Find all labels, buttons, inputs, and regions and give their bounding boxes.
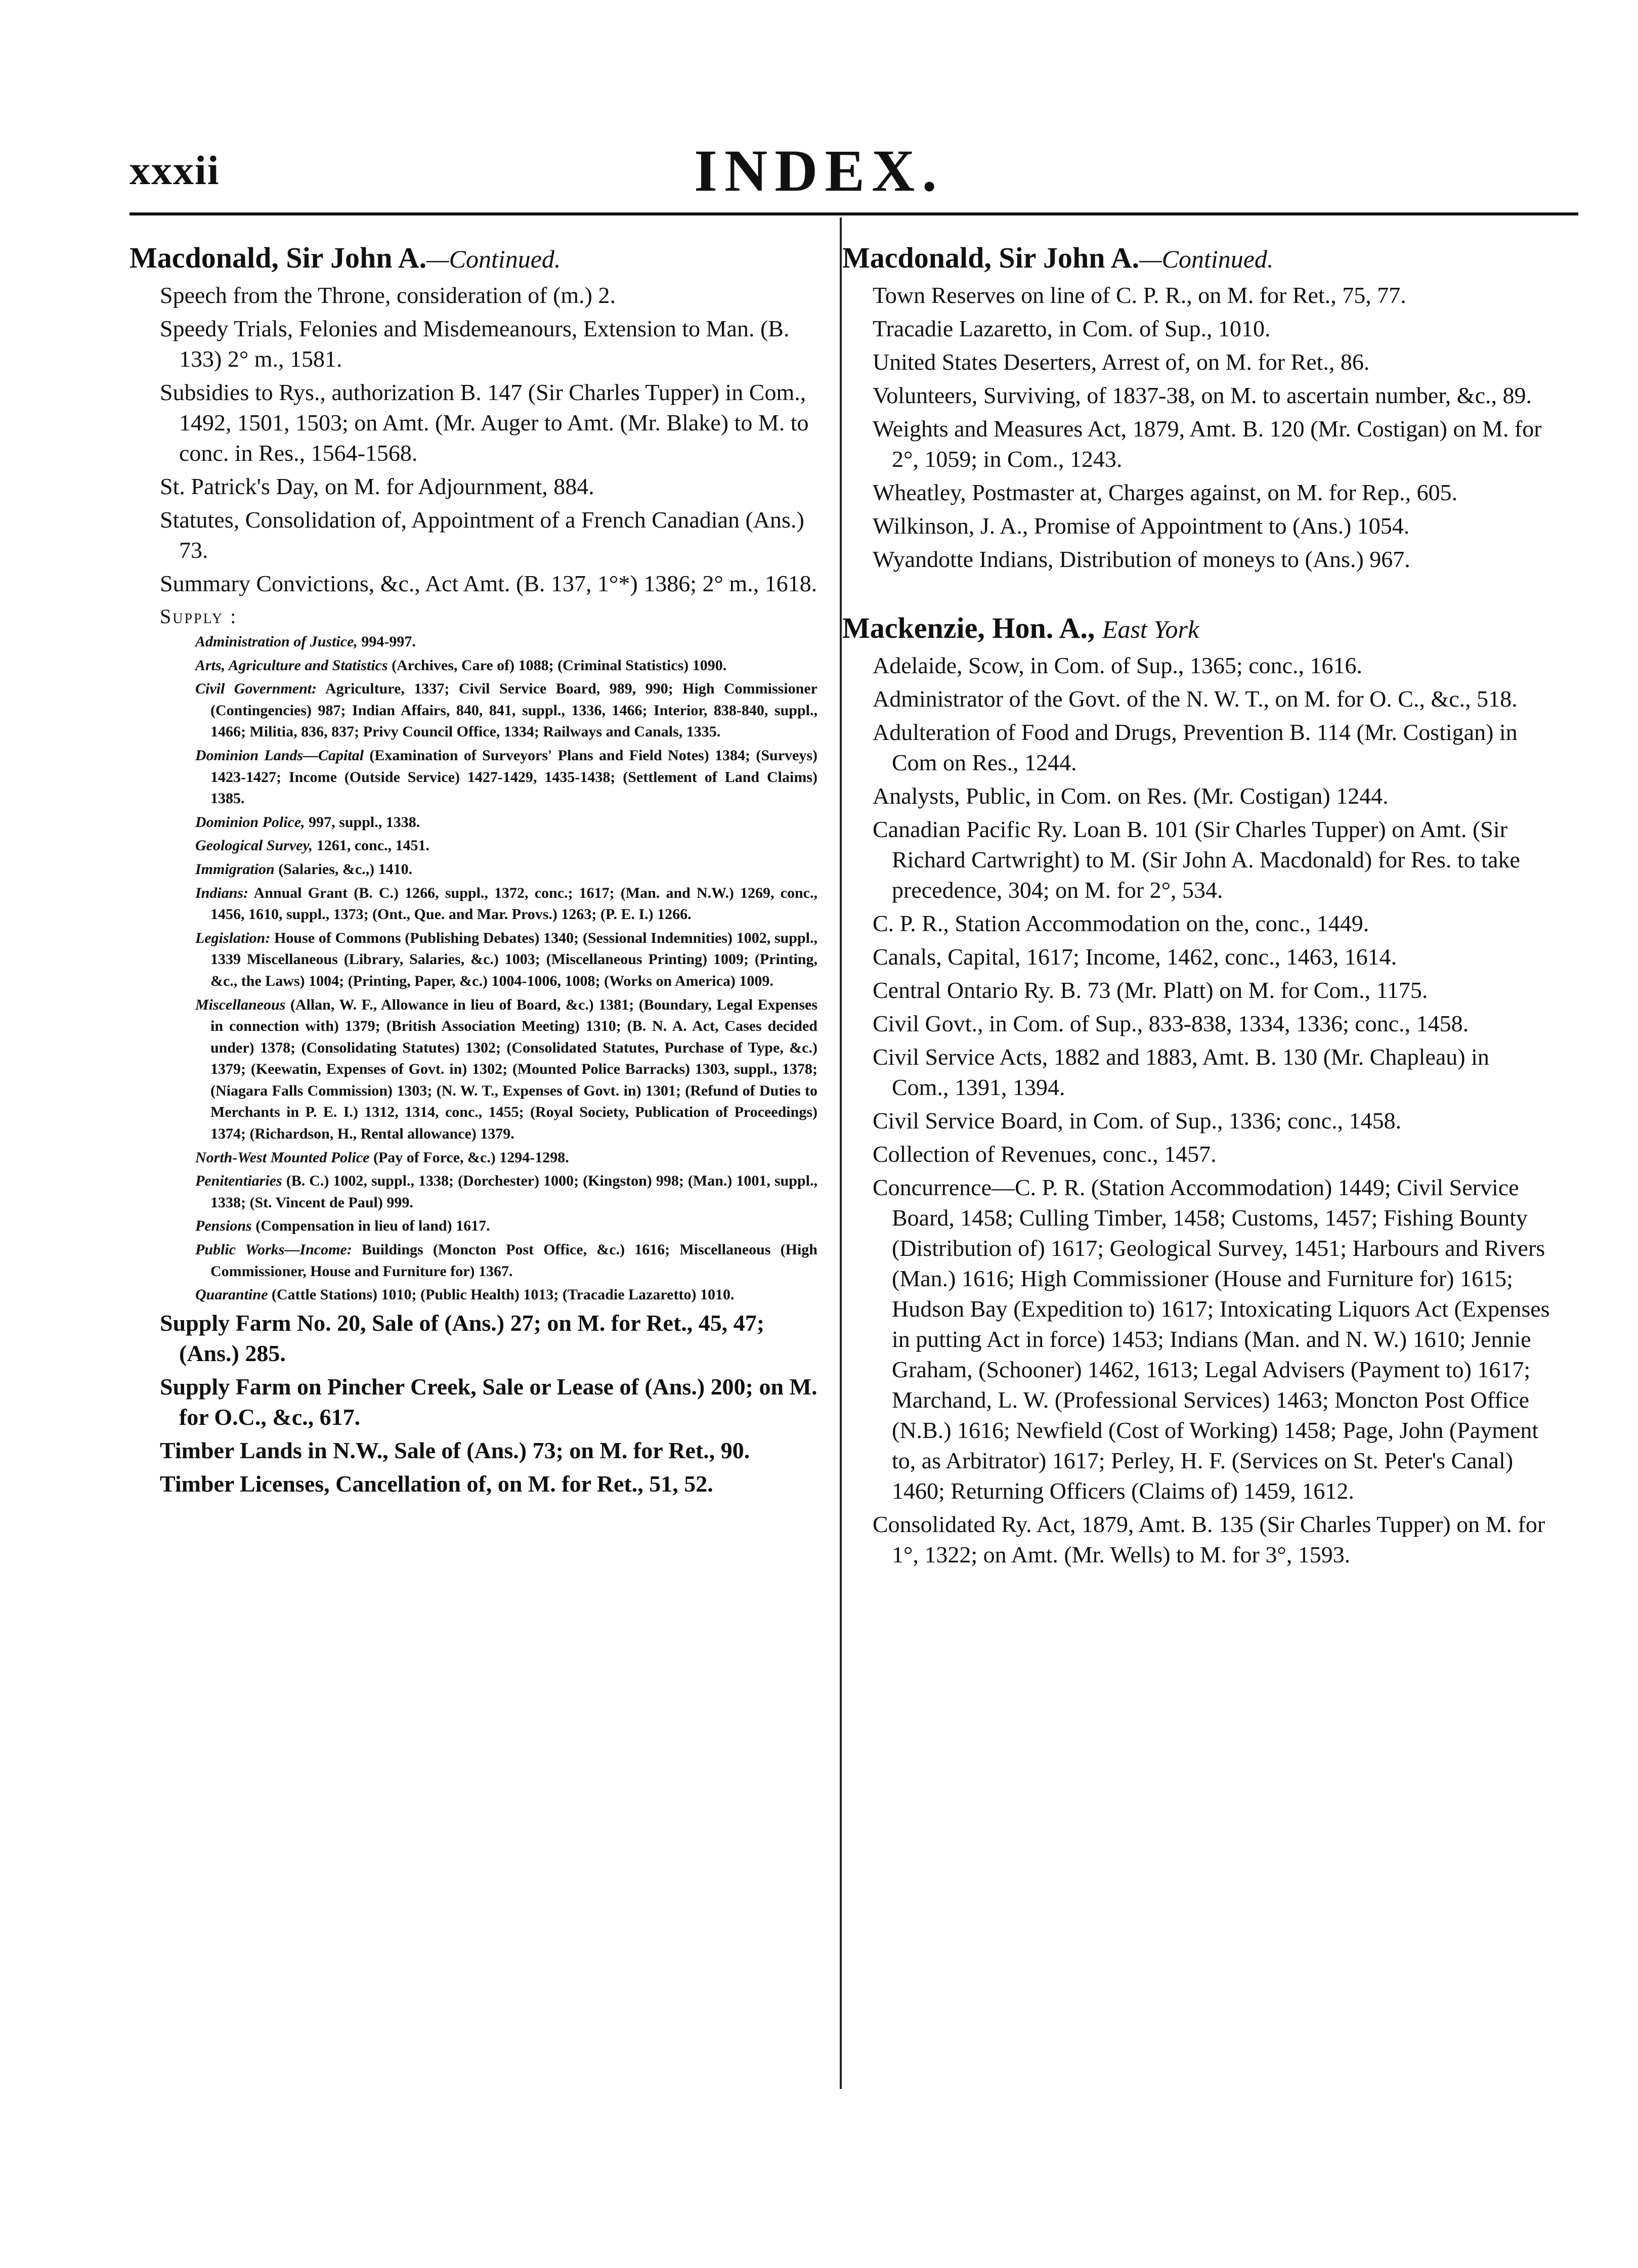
index-entry: Civil Service Acts, 1882 and 1883, Amt. B. 130 (Mr. Chapleau) in Com., 1391, 1394.: [873, 1044, 1489, 1100]
supply-heading: Supply :: [160, 605, 238, 628]
supply-entry-label: Miscellaneous: [195, 996, 286, 1013]
index-entry: Central Ontario Ry. B. 73 (Mr. Platt) on M. for Com., 1175.: [873, 977, 1428, 1003]
supply-entry-label: Civil Government:: [195, 680, 317, 697]
index-entry: Collection of Revenues, conc., 1457.: [873, 1141, 1217, 1167]
supply-entry-label: Public Works—Income:: [195, 1241, 352, 1258]
supply-entry: [130, 1284, 817, 1306]
index-entry: Tracadie Lazaretto, in Com. of Sup., 1010.: [873, 316, 1271, 341]
supply-entry-text: (B. C.) 1002, suppl., 1338; (Dorchester) 1000; (Kingston) 998; (Man.) 1001, suppl., 1338; (St. Vincent de Paul) 999.: [210, 1172, 817, 1211]
index-entry: Adulteration of Food and Drugs, Prevention B. 114 (Mr. Costigan) in Com on Res., 1244.: [873, 719, 1518, 775]
index-entry: Wyandotte Indians, Distribution of moneys to (Ans.) 967.: [873, 546, 1410, 572]
index-entry: Concurrence—C. P. R. (Station Accommodation) 1449; Civil Service Board, 1458; Culling Timber, 1458; Customs, 1457; Fishing Bounty (Distribution of) 1617; Geological Survey, 1451; Harbours and Rivers (Man.) 1616; High Commissioner (House and Furniture for) 1615; Hudson Bay (Expedition to) 1617; Intoxicating Liquors Act (Expenses in putting Act in force) 1453; Indians (Man. and N. W.) 1610; Jennie Graham, (Schooner) 1462, 1613; Legal Advisers (Payment to) 1617; Marchand, L. W. (Professional Services) 1463; Moncton Post Office (N.B.) 1616; Newfield (Cost of Working) 1458; Page, John (Payment to, as Arbitrator) 1617; Perley, H. F. (Services on St. Peter's Canal) 1460; Returning Officers (Claims of) 1459, 1612.: [873, 1174, 1550, 1504]
supply-entry-text: (Cattle Stations) 1010; (Public Health) 1013; (Tracadie Lazaretto) 1010.: [268, 1286, 735, 1303]
index-entry: Canals, Capital, 1617; Income, 1462, conc., 1463, 1614.: [873, 944, 1397, 970]
page-number: xxxii: [130, 147, 220, 193]
left-column: [130, 238, 817, 1502]
index-entry: St. Patrick's Day, on M. for Adjournment, 884.: [160, 473, 594, 499]
index-entry: Timber Licenses, Cancellation of, on M. for Ret., 51, 52.: [160, 1470, 713, 1497]
index-entry: Speedy Trials, Felonies and Misdemeanours, Extension to Man. (B. 133) 2° m., 1581.: [160, 316, 790, 372]
continued-label: —Continued.: [426, 245, 561, 273]
supply-entry: [130, 1215, 817, 1237]
supply-entry: [130, 1147, 817, 1169]
supply-entry-label: Legislation:: [195, 929, 271, 946]
index-entry: Summary Convictions, &c., Act Amt. (B. 137, 1°*) 1386; 2° m., 1618.: [160, 571, 817, 596]
supply-entry: [130, 859, 817, 881]
entry-list-after-supply: [130, 1308, 817, 1499]
supply-entry: [130, 1239, 817, 1282]
supply-entry-text: Agriculture, 1337; Civil Service Board, 989, 990; High Commissioner (Contingencies) 987; Indian Affairs, 840, 841, suppl., 1336, 1466; Interior, 838-840, suppl., 1466; Militia, 836, 837; Privy Council Office, 1334; Railways and Canals, 1335.: [210, 680, 817, 740]
supply-entry-text: 1261, conc., 1451.: [313, 837, 430, 854]
index-entry: C. P. R., Station Accommodation on the, conc., 1449.: [873, 910, 1369, 936]
section-heading-macdonald: [130, 238, 817, 279]
supply-entry: [130, 928, 817, 992]
section-name: Macdonald, Sir John A.: [842, 241, 1140, 274]
supply-entry-list: [130, 631, 817, 1306]
index-entry: Wilkinson, J. A., Promise of Appointment to (Ans.) 1054.: [873, 513, 1410, 539]
index-entry: Canadian Pacific Ry. Loan B. 101 (Sir Charles Tupper) on Amt. (Sir Richard Cartwright) to M. (Sir John A. Macdonald) for Res. to take precedence, 304; on M. for 2°, 534.: [873, 816, 1520, 903]
right-column: [842, 238, 1550, 1573]
entry-list: [130, 280, 817, 599]
index-entry: Civil Govt., in Com. of Sup., 833-838, 1334, 1336; conc., 1458.: [873, 1011, 1469, 1036]
supply-entry-label: North-West Mounted Police: [195, 1149, 370, 1166]
index-entry: Administrator of the Govt. of the N. W. T., on M. for O. C., &c., 518.: [873, 686, 1518, 712]
entry-list: [842, 280, 1550, 575]
constituency: East York: [1102, 615, 1199, 643]
supply-entry-text: Annual Grant (B. C.) 1266, suppl., 1372, conc.; 1617; (Man. and N.W.) 1269, conc., 1456, 1610, suppl., 1373; (Ont., Que. and Mar. Provs.) 1263; (P. E. I.) 1266.: [210, 884, 817, 923]
section-name: Macdonald, Sir John A.: [130, 241, 427, 274]
supply-entry-text: House of Commons (Publishing Debates) 1340; (Sessional Indemnities) 1002, suppl., 1339 Miscellaneous (Library, Salaries, &c.) 1003; (Miscellaneous Printing) 1009; (Printing, &c., the Laws) 1004; (Printing, Paper, &c.) 1004-1006, 1008; (Works on America) 1009.: [210, 929, 817, 989]
header-rule: [130, 212, 1578, 215]
index-entry: Consolidated Ry. Act, 1879, Amt. B. 135 (Sir Charles Tupper) on M. for 1°, 1322; on Amt. (Mr. Wells) to M. for 3°, 1593.: [873, 1511, 1545, 1567]
supply-entry-label: Indians:: [195, 884, 249, 901]
supply-entry-text: 997, suppl., 1338.: [305, 813, 420, 831]
supply-entry-label: Administration of Justice,: [195, 633, 358, 650]
section-heading-mackenzie: [842, 608, 1550, 649]
index-entry: Weights and Measures Act, 1879, Amt. B. 120 (Mr. Costigan) on M. for 2°, 1059; in Com., 1243.: [873, 416, 1542, 472]
index-entry: Supply Farm on Pincher Creek, Sale or Lease of (Ans.) 200; on M. for O.C., &c., 617.: [160, 1373, 817, 1430]
index-entry: United States Deserters, Arrest of, on M. for Ret., 86.: [873, 349, 1370, 375]
index-entry: Adelaide, Scow, in Com. of Sup., 1365; conc., 1616.: [873, 652, 1363, 678]
supply-entry: [130, 678, 817, 743]
supply-entry: [130, 745, 817, 810]
supply-entry-label: Arts, Agriculture and Statistics: [195, 657, 388, 674]
supply-entry: [130, 1170, 817, 1213]
index-entry: Speech from the Throne, consideration of (m.) 2.: [160, 282, 616, 308]
supply-entry-label: Geological Survey,: [195, 837, 313, 854]
supply-entry-label: Immigration: [195, 860, 275, 878]
supply-entry-text: (Allan, W. F., Allowance in lieu of Board, &c.) 1381; (Boundary, Legal Expenses in connection with) 1379; (British Association Meeting) 1310; (B. N. A. Act, Cases decided under) 1378; (Consolidating Statutes) 1302; (Consolidated Statutes, Purchase of Type, &c.) 1379; (Keewatin, Expenses of Govt. in) 1302; (Mounted Police Barracks) 1303, suppl., 1378; (Niagara Falls Commission) 1303; (N. W. T., Expenses of Govt. in) 1301; (Refund of Duties to Merchants in P. E. I.) 1312, 1314, conc., 1455; (Royal Society, Publication of Proceedings) 1374; (Richardson, H., Rental allowance) 1379.: [210, 996, 817, 1143]
supply-entry: [130, 994, 817, 1145]
supply-entry: [130, 655, 817, 677]
supply-entry-label: Pensions: [195, 1217, 252, 1235]
section-heading-macdonald-continued: [842, 238, 1550, 279]
supply-entry-text: (Salaries, &c.,) 1410.: [274, 860, 413, 878]
index-entry: Subsidies to Rys., authorization B. 147 (Sir Charles Tupper) in Com., 1492, 1501, 1503; on Amt. (Mr. Auger to Amt. (Mr. Blake) to M. to conc. in Res., 1564-1568.: [160, 379, 809, 466]
supply-entry-text: (Archives, Care of) 1088; (Criminal Statistics) 1090.: [387, 657, 727, 674]
index-entry: Supply Farm No. 20, Sale of (Ans.) 27; on M. for Ret., 45, 47; (Ans.) 285.: [160, 1310, 765, 1366]
section-name: Mackenzie, Hon. A.,: [842, 612, 1095, 644]
supply-entry-text: (Compensation in lieu of land) 1617.: [251, 1217, 490, 1235]
index-entry: Statutes, Consolidation of, Appointment of a French Canadian (Ans.) 73.: [160, 507, 804, 563]
supply-entry: [130, 631, 817, 653]
index-entry: Timber Lands in N.W., Sale of (Ans.) 73; on M. for Ret., 90.: [160, 1437, 750, 1463]
supply-entry-label: Dominion Police,: [195, 813, 305, 831]
supply-entry-label: Quarantine: [195, 1286, 268, 1303]
column-divider: [840, 217, 842, 2089]
index-entry: Civil Service Board, in Com. of Sup., 1336; conc., 1458.: [873, 1108, 1402, 1133]
index-entry: Volunteers, Surviving, of 1837-38, on M. to ascertain number, &c., 89.: [873, 382, 1532, 408]
supply-entry-label: Penitentiaries: [195, 1172, 282, 1190]
supply-entry: [130, 812, 817, 834]
supply-entry-label: Dominion Lands—Capital: [195, 747, 364, 764]
entry-list: [842, 650, 1550, 1570]
supply-entry: [130, 883, 817, 926]
supply-entry: [130, 835, 817, 857]
supply-entry-text: (Pay of Force, &c.) 1294-1298.: [369, 1149, 569, 1166]
page-title: INDEX.: [694, 138, 944, 204]
supply-entry-text: (Examination of Surveyors' Plans and Field Notes) 1384; (Surveys) 1423-1427; Income (Outside Service) 1427-1429, 1435-1438; (Settlement of Land Claims) 1385.: [210, 747, 818, 807]
index-entry: Analysts, Public, in Com. on Res. (Mr. Costigan) 1244.: [873, 783, 1389, 809]
index-entry: Wheatley, Postmaster at, Charges against, on M. for Rep., 605.: [873, 479, 1458, 505]
index-entry: Town Reserves on line of C. P. R., on M. for Ret., 75, 77.: [873, 282, 1406, 308]
supply-entry-text: Buildings (Moncton Post Office, &c.) 1616; Miscellaneous (High Commissioner, House and Furniture for) 1367.: [210, 1241, 817, 1280]
continued-label: —Continued.: [1139, 245, 1274, 273]
supply-entry-text: 994-997.: [357, 633, 416, 650]
